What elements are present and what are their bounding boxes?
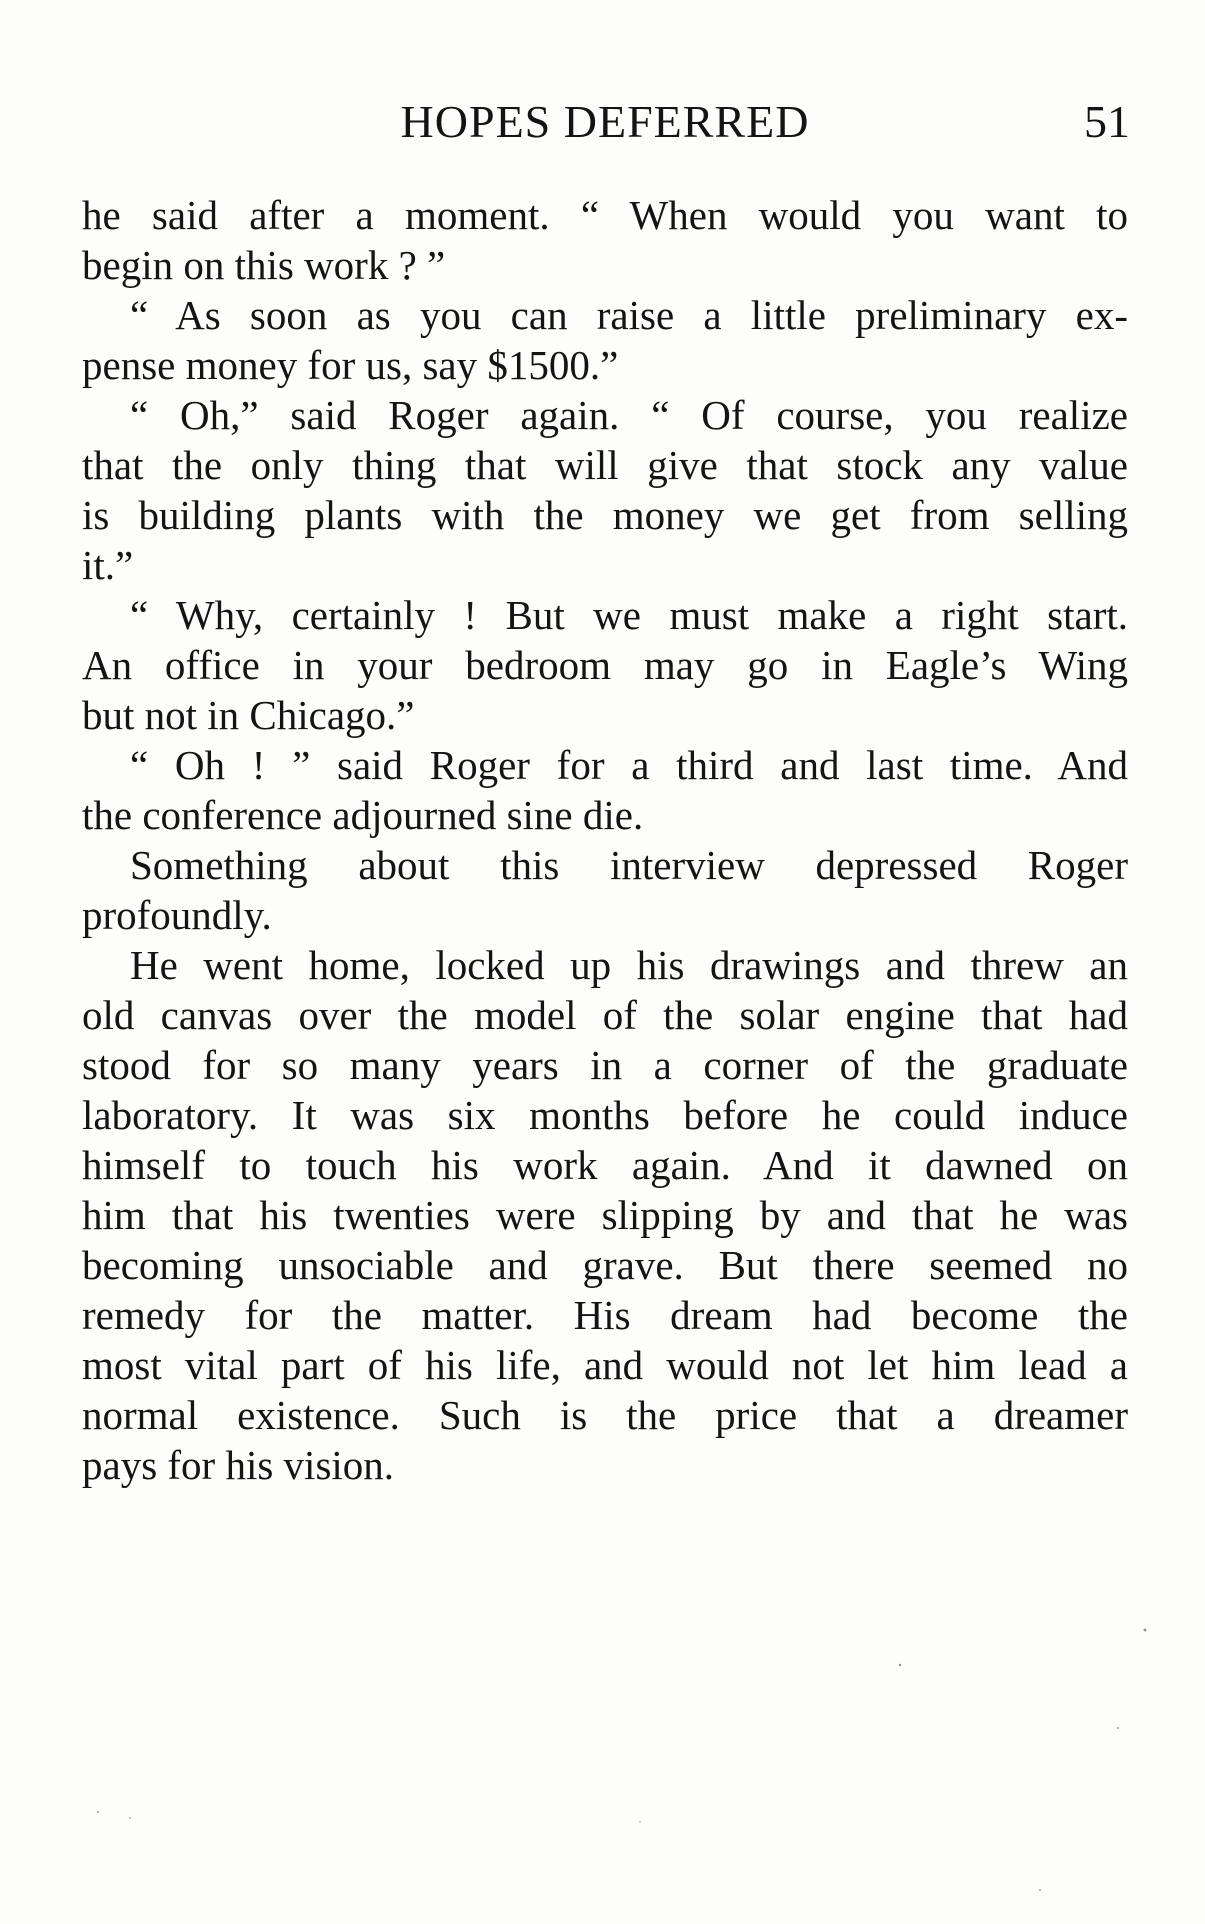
text-line: him that his twenties were slipping by and that he was: [82, 1192, 1128, 1238]
text-line: but not in Chicago.”: [82, 692, 415, 738]
text-line: An office in your bedroom may go in Eagle’s Wing: [82, 642, 1128, 688]
text-line: “ Oh ! ” said Roger for a third and last time. And: [130, 742, 1128, 788]
text-line: most vital part of his life, and would not let him lead a: [82, 1342, 1128, 1388]
text-line: pense money for us, say $1500.”: [82, 342, 619, 388]
page-number: 51: [1084, 96, 1130, 147]
text-line: normal existence. Such is the price that a dreamer: [82, 1392, 1128, 1438]
text-line: laboratory. It was six months before he could induce: [82, 1092, 1128, 1138]
text-line: the conference adjourned sine die.: [82, 792, 644, 838]
text-line: pays for his vision.: [82, 1442, 395, 1488]
text-line: “ As soon as you can raise a little preliminary ex-: [130, 292, 1128, 338]
text-line: that the only thing that will give that stock any value: [82, 442, 1128, 488]
text-line: profoundly.: [82, 892, 272, 938]
text-line: stood for so many years in a corner of the graduate: [82, 1042, 1128, 1088]
text-line: it.”: [82, 542, 134, 588]
chapter-title: HOPES DEFERRED: [400, 96, 810, 147]
text-line: “ Why, certainly ! But we must make a right start.: [130, 592, 1128, 638]
text-line: Something about this interview depressed Roger: [130, 842, 1128, 888]
text-line: “ Oh,” said Roger again. “ Of course, you realize: [130, 392, 1128, 438]
running-head: [80, 92, 1130, 152]
text-line: He went home, locked up his drawings and threw an: [130, 942, 1128, 988]
text-line: begin on this work ? ”: [82, 242, 446, 288]
text-line: he said after a moment. “ When would you want to: [82, 192, 1128, 238]
text-line: remedy for the matter. His dream had become the: [82, 1292, 1128, 1338]
text-line: himself to touch his work again. And it dawned on: [82, 1142, 1128, 1188]
text-line: old canvas over the model of the solar engine that had: [82, 992, 1128, 1038]
text-line: is building plants with the money we get from selling: [82, 492, 1128, 538]
text-line: becoming unsociable and grave. But there seemed no: [82, 1242, 1128, 1288]
body-text: [82, 190, 1128, 1490]
